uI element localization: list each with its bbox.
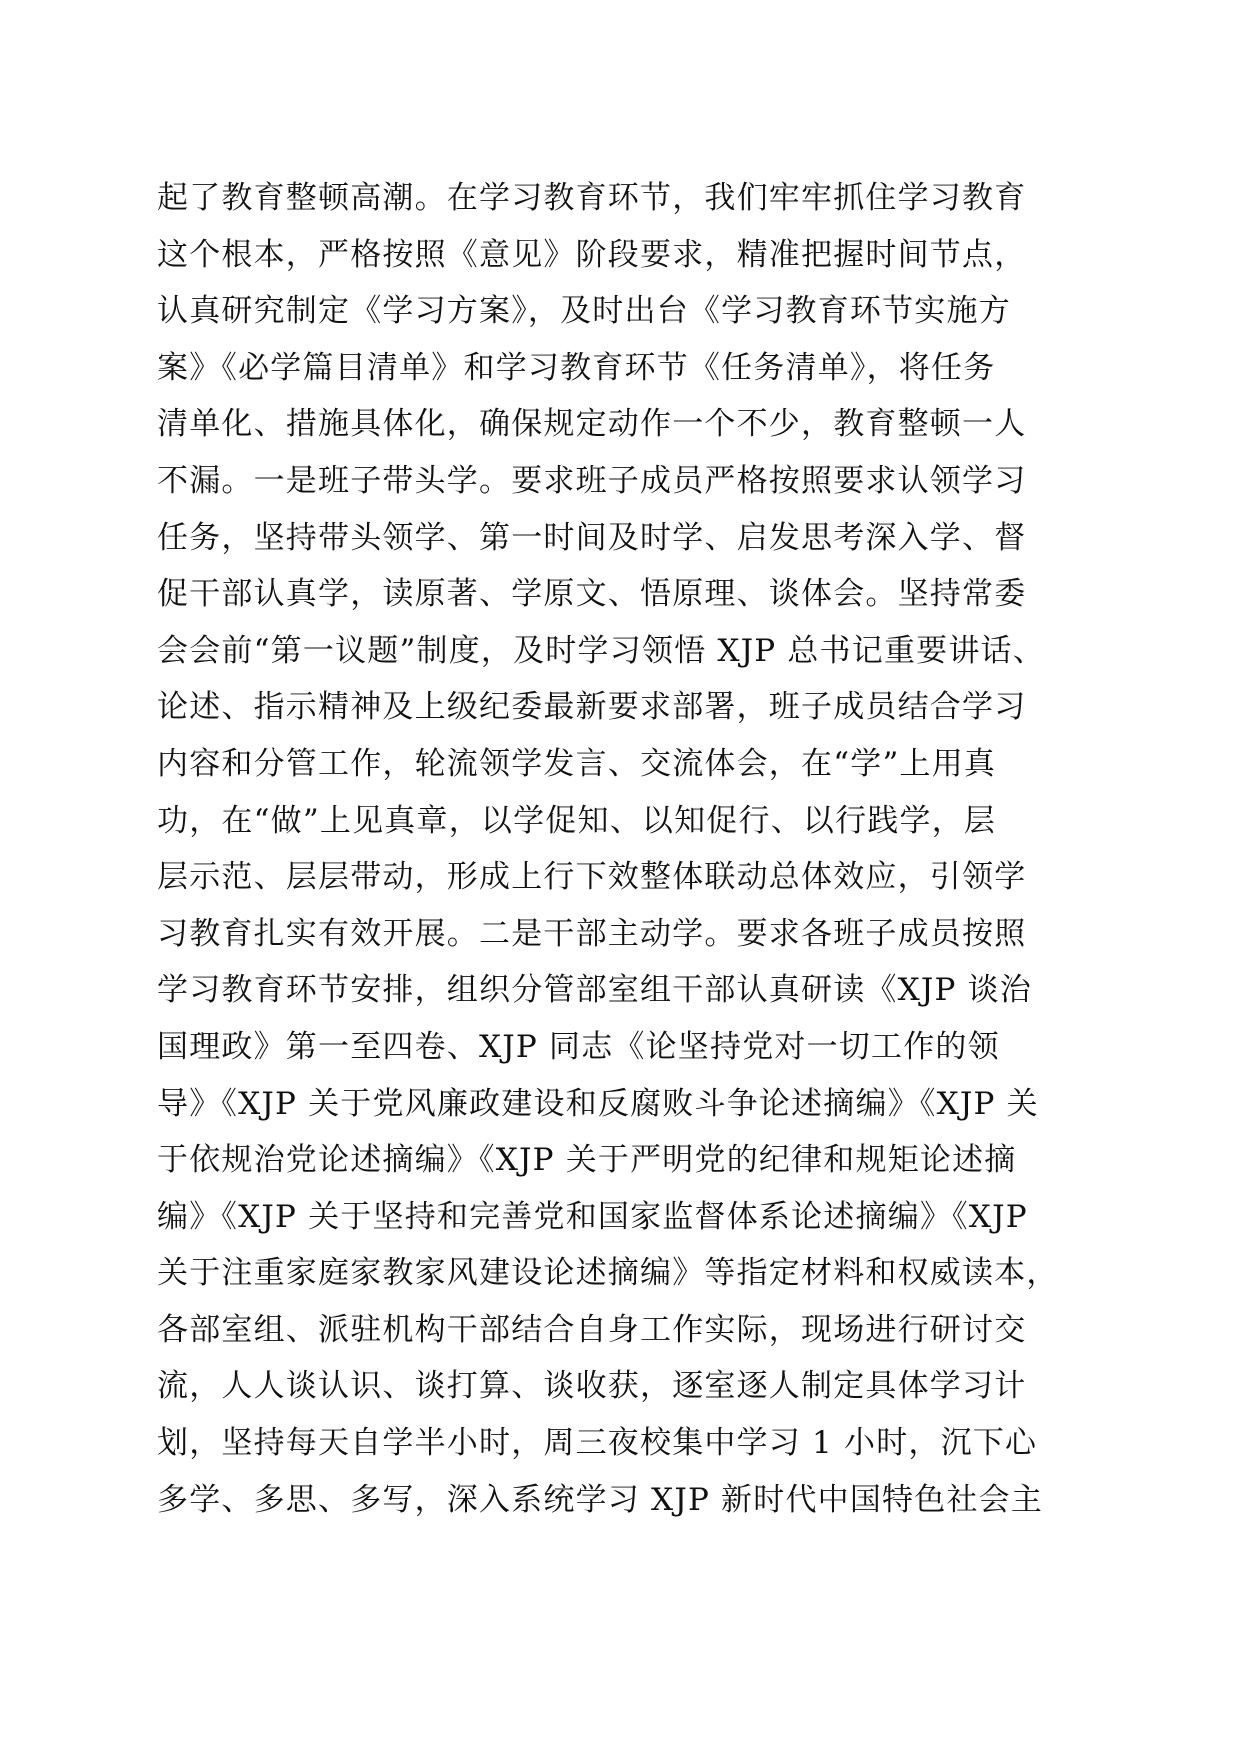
text-line: 论述、指示精神及上级纪委最新要求部署，班子成员结合学习 [157,689,1027,726]
text-line: 编》《XJP 关于坚持和完善党和国家监督体系论述摘编》《XJP [157,1198,1028,1235]
text-line: 任务，坚持带头领学、第一时间及时学、启发思考深入学、督 [157,519,1027,556]
body-text [157,170,1087,1528]
text-line: 层示范、层层带动，形成上行下效整体联动总体效应，引领学 [157,859,1027,896]
text-line: 促干部认真学，读原著、学原文、悟原理、谈体会。坚持常委 [157,576,1027,613]
text-line: 多学、多思、多写，深入系统学习 XJP 新时代中国特色社会主 [157,1481,1044,1518]
text-line: 流，人人谈认识、谈打算、谈收获，逐室逐人制定具体学习计 [157,1368,1027,1405]
text-line: 导》《XJP 关于党风廉政建设和反腐败斗争论述摘编》《XJP 关 [157,1085,1039,1122]
text-line: 功，在“做”上见真章，以学促知、以知促行、以行践学，层 [157,802,997,839]
text-line: 国理政》第一至四卷、XJP 同志《论坚持党对一切工作的领 [157,1028,1000,1065]
text-line: 清单化、措施具体化，确保规定动作一个不少，教育整顿一人 [157,406,1027,443]
text-line: 内容和分管工作，轮流领学发言、交流体会，在“学”上用真 [157,745,997,782]
text-line: 于依规治党论述摘编》《XJP 关于严明党的纪律和规矩论述摘 [157,1142,1017,1179]
text-line: 习教育扎实有效开展。二是干部主动学。要求各班子成员按照 [157,915,1027,952]
text-line: 学习教育环节安排，组织分管部室组干部认真研读《XJP 谈治 [157,972,1033,1009]
text-line: 认真研究制定《学习方案》，及时出台《学习教育环节实施方 [157,293,1011,330]
text-line: 不漏。一是班子带头学。要求班子成员严格按照要求认领学习 [157,462,1027,499]
text-line: 起了教育整顿高潮。在学习教育环节，我们牢牢抓住学习教育 [157,180,1027,216]
text-line: 关于注重家庭家教家风建设论述摘编》等指定材料和权威读本， [157,1255,1059,1292]
text-line: 案》《必学篇目清单》和学习教育环节《任务清单》，将任务 [157,349,996,386]
text-line: 划，坚持每天自学半小时，周三夜校集中学习 1 小时，沉下心 [157,1425,1038,1462]
text-line: 会会前“第一议题”制度，及时学习领悟 XJP 总书记重要讲话、 [157,632,1045,669]
text-line: 各部室组、派驻机构干部结合自身工作实际，现场进行研讨交 [157,1311,1027,1348]
text-line: 这个根本，严格按照《意见》阶段要求，精准把握时间节点， [157,236,1027,273]
